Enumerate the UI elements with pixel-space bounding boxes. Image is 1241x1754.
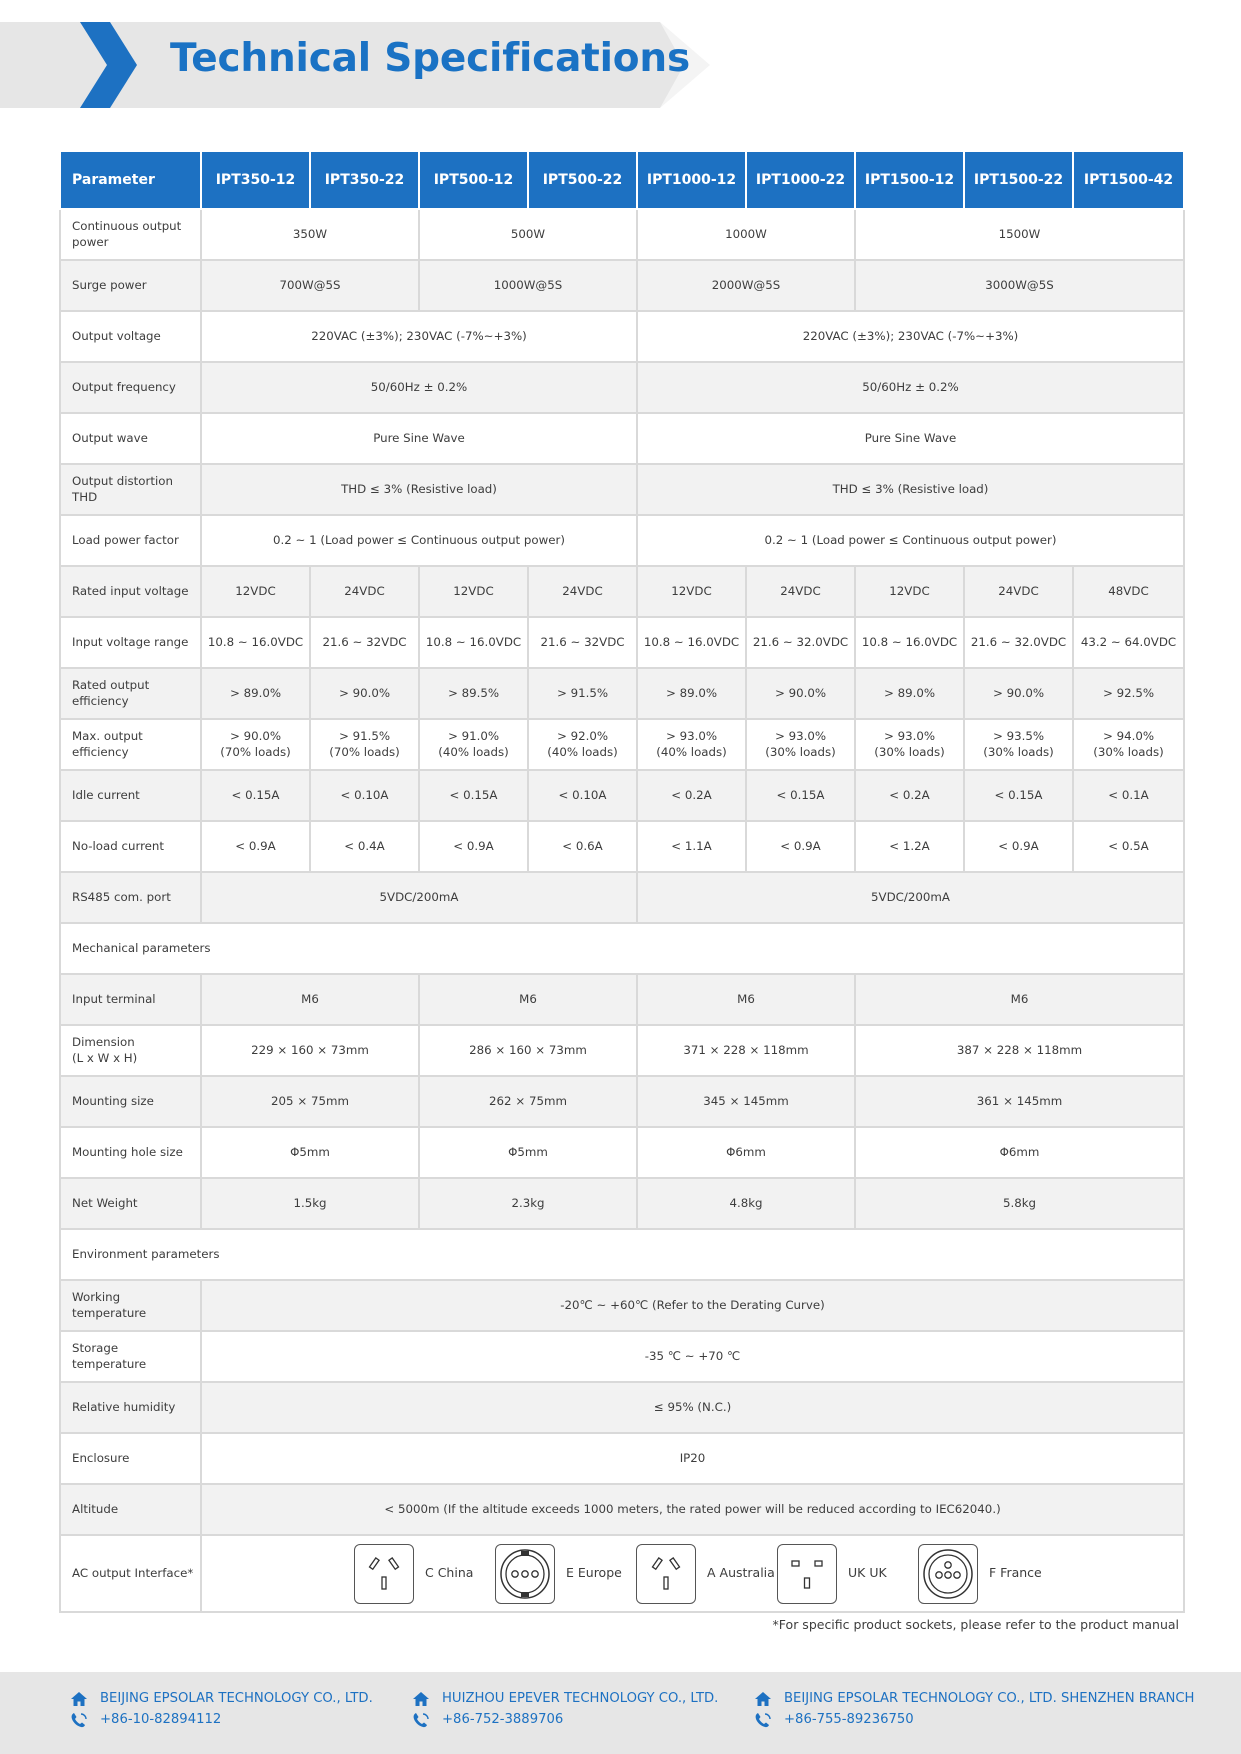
- table-cell: 10.8 ~ 16.0VDC: [855, 617, 964, 668]
- cell-note: (40% loads): [438, 744, 509, 759]
- table-cell: Φ6mm: [855, 1127, 1184, 1178]
- table-row: [60, 1331, 1184, 1382]
- footer-phone-line: [754, 1709, 1194, 1730]
- row-label: [60, 1280, 201, 1331]
- footer-phone-line: [70, 1709, 373, 1730]
- socket-item: [777, 1544, 918, 1604]
- table-row: [60, 311, 1184, 362]
- header-model: IPT500-22: [528, 151, 637, 209]
- cell-note: (30% loads): [874, 744, 945, 759]
- header-model: IPT1000-22: [746, 151, 855, 209]
- table-row: [60, 1484, 1184, 1535]
- table-cell: > 89.0%: [637, 668, 746, 719]
- cell-value: > 93.0%: [883, 728, 936, 743]
- cell-note: (40% loads): [656, 744, 727, 759]
- row-label: RS485 com. port: [60, 872, 201, 923]
- footer-company: HUIZHOU EPEVER TECHNOLOGY CO., LTD.: [442, 1691, 719, 1706]
- table-cell: 220VAC (±3%); 230VAC (-7%~+3%): [201, 311, 637, 362]
- table-cell: Pure Sine Wave: [637, 413, 1184, 464]
- footnote: *For specific product sockets, please refer to the product manual: [772, 1617, 1179, 1632]
- table-row: [60, 1535, 1184, 1612]
- row-label: Mounting size: [60, 1076, 201, 1127]
- table-cell: 48VDC: [1073, 566, 1184, 617]
- table-cell: 21.6 ~ 32.0VDC: [964, 617, 1073, 668]
- table-row: [60, 260, 1184, 311]
- phone-icon: [70, 1712, 88, 1728]
- row-label: Output frequency: [60, 362, 201, 413]
- row-label-line: temperature: [72, 1305, 147, 1320]
- table-cell: 10.8 ~ 16.0VDC: [637, 617, 746, 668]
- phone-icon: [754, 1712, 772, 1728]
- table-cell: > 89.0%: [855, 668, 964, 719]
- table-cell: > 90.0%: [964, 668, 1073, 719]
- china-socket-icon: [354, 1544, 414, 1604]
- footer-company-line: [70, 1688, 373, 1709]
- table-cell: 1.5kg: [201, 1178, 419, 1229]
- table-row: [60, 362, 1184, 413]
- table-cell: < 0.4A: [310, 821, 419, 872]
- table-cell: > 89.5%: [419, 668, 528, 719]
- row-label: Enclosure: [60, 1433, 201, 1484]
- australia-socket-icon: [636, 1544, 696, 1604]
- table-cell: > 89.0%: [201, 668, 310, 719]
- table-cell: 5.8kg: [855, 1178, 1184, 1229]
- header-model: IPT350-22: [310, 151, 419, 209]
- table-cell: THD ≤ 3% (Resistive load): [201, 464, 637, 515]
- home-icon: [412, 1691, 430, 1707]
- row-label-line: Working: [72, 1289, 121, 1304]
- table-cell: 229 × 160 × 73mm: [201, 1025, 419, 1076]
- table-cell: 43.2 ~ 64.0VDC: [1073, 617, 1184, 668]
- table-cell: < 0.6A: [528, 821, 637, 872]
- cell-value: > 90.0%: [229, 728, 282, 743]
- row-label-line: efficiency: [72, 693, 129, 708]
- row-label: Output wave: [60, 413, 201, 464]
- section-title: Environment parameters: [60, 1229, 1184, 1280]
- row-label-line: Output distortion: [72, 473, 173, 488]
- footer-contact: [754, 1688, 1194, 1730]
- footer-company: BEIJING EPSOLAR TECHNOLOGY CO., LTD. SHENZHEN BRANCH: [784, 1691, 1195, 1706]
- socket-item: [918, 1544, 1059, 1604]
- table-row: [60, 1178, 1184, 1229]
- table-row: [60, 209, 1184, 260]
- footer-contact: [412, 1688, 718, 1730]
- table-cell: 12VDC: [419, 566, 528, 617]
- home-icon: [70, 1691, 88, 1707]
- table-cell: > 90.0%: [310, 668, 419, 719]
- table-cell: > 92.5%: [1073, 668, 1184, 719]
- row-label: AC output Interface*: [60, 1535, 201, 1612]
- header-model: IPT1500-12: [855, 151, 964, 209]
- table-cell: < 0.15A: [964, 770, 1073, 821]
- table-cell: 0.2 ~ 1 (Load power ≤ Continuous output power): [637, 515, 1184, 566]
- footer-phone-line: [412, 1709, 718, 1730]
- table-cell: < 0.2A: [637, 770, 746, 821]
- header-parameter: Parameter: [60, 151, 201, 209]
- table-row: [60, 1025, 1184, 1076]
- spec-table: [59, 150, 1185, 1613]
- cell-note: (70% loads): [220, 744, 291, 759]
- table-cell: < 0.15A: [746, 770, 855, 821]
- row-label-line: Rated output: [72, 677, 150, 692]
- row-label: [60, 1331, 201, 1382]
- footer-contact: [70, 1688, 373, 1730]
- table-row: [60, 617, 1184, 668]
- section-title: Mechanical parameters: [60, 923, 1184, 974]
- cell-note: (40% loads): [547, 744, 618, 759]
- row-label-line: Max. output: [72, 728, 143, 743]
- table-cell: 345 × 145mm: [637, 1076, 855, 1127]
- row-label-line: (L x W x H): [72, 1050, 138, 1065]
- socket-item: [495, 1544, 636, 1604]
- socket-cell: [201, 1535, 1184, 1612]
- footer-phone: +86-752-3889706: [442, 1712, 564, 1727]
- row-label: Relative humidity: [60, 1382, 201, 1433]
- table-row: [60, 1382, 1184, 1433]
- header-model: IPT1500-42: [1073, 151, 1184, 209]
- cell-value: > 93.0%: [774, 728, 827, 743]
- table-cell: 1000W@5S: [419, 260, 637, 311]
- table-cell: > 91.5%: [528, 668, 637, 719]
- row-label: [60, 719, 201, 770]
- table-row: [60, 413, 1184, 464]
- socket-item: [354, 1544, 495, 1604]
- row-label-line: Storage: [72, 1340, 119, 1355]
- cell-value: > 91.0%: [447, 728, 500, 743]
- row-label: Altitude: [60, 1484, 201, 1535]
- row-label: Output voltage: [60, 311, 201, 362]
- cell-value: > 93.0%: [665, 728, 718, 743]
- socket-list: [202, 1544, 1183, 1604]
- table-cell: 21.6 ~ 32VDC: [528, 617, 637, 668]
- table-cell: M6: [201, 974, 419, 1025]
- table-cell: 1500W: [855, 209, 1184, 260]
- table-cell: Φ5mm: [201, 1127, 419, 1178]
- row-label: [60, 668, 201, 719]
- row-label-line: Dimension: [72, 1034, 135, 1049]
- row-label: Rated input voltage: [60, 566, 201, 617]
- table-row: [60, 719, 1184, 770]
- table-cell: 700W@5S: [201, 260, 419, 311]
- page-title: Technical Specifications: [170, 36, 690, 81]
- table-cell: [419, 719, 528, 770]
- cell-value: > 93.5%: [992, 728, 1045, 743]
- cell-value: > 94.0%: [1102, 728, 1155, 743]
- footer-company: BEIJING EPSOLAR TECHNOLOGY CO., LTD.: [100, 1691, 373, 1706]
- table-cell: 2.3kg: [419, 1178, 637, 1229]
- table-cell: < 0.9A: [746, 821, 855, 872]
- table-cell: < 0.10A: [310, 770, 419, 821]
- cell-value: > 91.5%: [338, 728, 391, 743]
- cell-value: > 92.0%: [556, 728, 609, 743]
- table-cell: < 0.5A: [1073, 821, 1184, 872]
- table-row: [60, 1433, 1184, 1484]
- header-model: IPT500-12: [419, 151, 528, 209]
- table-row: [60, 974, 1184, 1025]
- table-cell: 24VDC: [746, 566, 855, 617]
- table-cell: < 0.15A: [201, 770, 310, 821]
- row-label: Idle current: [60, 770, 201, 821]
- table-cell: 24VDC: [528, 566, 637, 617]
- socket-caption: E Europe: [566, 1565, 622, 1581]
- table-cell: < 1.1A: [637, 821, 746, 872]
- section-row: [60, 923, 1184, 974]
- table-cell: < 1.2A: [855, 821, 964, 872]
- row-label: No-load current: [60, 821, 201, 872]
- table-cell: < 0.1A: [1073, 770, 1184, 821]
- table-cell: [310, 719, 419, 770]
- table-cell: ≤ 95% (N.C.): [201, 1382, 1184, 1433]
- table-cell: < 0.9A: [964, 821, 1073, 872]
- table-cell: [746, 719, 855, 770]
- table-cell: 500W: [419, 209, 637, 260]
- socket-caption: UK UK: [848, 1565, 887, 1581]
- row-label: Input voltage range: [60, 617, 201, 668]
- header-model: IPT1000-12: [637, 151, 746, 209]
- table-row: [60, 566, 1184, 617]
- table-cell: 286 × 160 × 73mm: [419, 1025, 637, 1076]
- table-cell: > 90.0%: [746, 668, 855, 719]
- table-cell: < 5000m (If the altitude exceeds 1000 meters, the rated power will be reduced according to IEC62040.): [201, 1484, 1184, 1535]
- table-row: [60, 770, 1184, 821]
- table-cell: < 0.15A: [419, 770, 528, 821]
- row-label: Net Weight: [60, 1178, 201, 1229]
- table-row: [60, 464, 1184, 515]
- socket-item: [636, 1544, 777, 1604]
- table-cell: 361 × 145mm: [855, 1076, 1184, 1127]
- row-label: Continuous output power: [60, 209, 201, 260]
- table-row: [60, 821, 1184, 872]
- table-cell: 387 × 228 × 118mm: [855, 1025, 1184, 1076]
- table-cell: < 0.9A: [201, 821, 310, 872]
- table-cell: 220VAC (±3%); 230VAC (-7%~+3%): [637, 311, 1184, 362]
- table-cell: 262 × 75mm: [419, 1076, 637, 1127]
- table-row: [60, 872, 1184, 923]
- table-cell: 350W: [201, 209, 419, 260]
- table-cell: -35 ℃ ~ +70 ℃: [201, 1331, 1184, 1382]
- cell-note: (70% loads): [329, 744, 400, 759]
- table-row: [60, 515, 1184, 566]
- europe-socket-icon: [495, 1544, 555, 1604]
- table-cell: 21.6 ~ 32VDC: [310, 617, 419, 668]
- cell-note: (30% loads): [765, 744, 836, 759]
- socket-caption: F France: [989, 1565, 1042, 1581]
- table-cell: 21.6 ~ 32.0VDC: [746, 617, 855, 668]
- table-cell: -20℃ ~ +60℃ (Refer to the Derating Curve): [201, 1280, 1184, 1331]
- row-label: Mounting hole size: [60, 1127, 201, 1178]
- table-cell: 2000W@5S: [637, 260, 855, 311]
- table-cell: 50/60Hz ± 0.2%: [201, 362, 637, 413]
- cell-note: (30% loads): [1093, 744, 1164, 759]
- home-icon: [754, 1691, 772, 1707]
- header-model: IPT350-12: [201, 151, 310, 209]
- table-cell: Φ5mm: [419, 1127, 637, 1178]
- table-row: [60, 1127, 1184, 1178]
- table-cell: IP20: [201, 1433, 1184, 1484]
- footer-company-line: [412, 1688, 718, 1709]
- table-cell: 205 × 75mm: [201, 1076, 419, 1127]
- table-row: [60, 1280, 1184, 1331]
- row-label-line: THD: [72, 489, 98, 504]
- table-cell: 0.2 ~ 1 (Load power ≤ Continuous output power): [201, 515, 637, 566]
- socket-caption: A Australia: [707, 1565, 775, 1581]
- table-cell: 12VDC: [637, 566, 746, 617]
- table-cell: M6: [637, 974, 855, 1025]
- table-cell: 371 × 228 × 118mm: [637, 1025, 855, 1076]
- table-cell: 3000W@5S: [855, 260, 1184, 311]
- table-cell: 24VDC: [310, 566, 419, 617]
- row-label-line: temperature: [72, 1356, 147, 1371]
- table-cell: [855, 719, 964, 770]
- footer-phone: +86-755-89236750: [784, 1712, 914, 1727]
- table-cell: 12VDC: [201, 566, 310, 617]
- table-cell: < 0.9A: [419, 821, 528, 872]
- row-label: Load power factor: [60, 515, 201, 566]
- header-model: IPT1500-22: [964, 151, 1073, 209]
- table-cell: 12VDC: [855, 566, 964, 617]
- table-cell: THD ≤ 3% (Resistive load): [637, 464, 1184, 515]
- row-label: Input terminal: [60, 974, 201, 1025]
- phone-icon: [412, 1712, 430, 1728]
- table-cell: 10.8 ~ 16.0VDC: [419, 617, 528, 668]
- table-cell: [528, 719, 637, 770]
- table-cell: 1000W: [637, 209, 855, 260]
- table-cell: Φ6mm: [637, 1127, 855, 1178]
- table-cell: M6: [855, 974, 1184, 1025]
- row-label: Surge power: [60, 260, 201, 311]
- table-cell: 5VDC/200mA: [201, 872, 637, 923]
- table-cell: M6: [419, 974, 637, 1025]
- footer: [0, 1672, 1241, 1754]
- footer-company-line: [754, 1688, 1194, 1709]
- row-label: [60, 464, 201, 515]
- table-row: [60, 668, 1184, 719]
- table-cell: [201, 719, 310, 770]
- table-cell: < 0.2A: [855, 770, 964, 821]
- uk-socket-icon: [777, 1544, 837, 1604]
- table-cell: [1073, 719, 1184, 770]
- table-row: [60, 1076, 1184, 1127]
- row-label: [60, 1025, 201, 1076]
- table-cell: [964, 719, 1073, 770]
- footer-phone: +86-10-82894112: [100, 1712, 222, 1727]
- table-cell: < 0.10A: [528, 770, 637, 821]
- section-row: [60, 1229, 1184, 1280]
- table-cell: 10.8 ~ 16.0VDC: [201, 617, 310, 668]
- table-cell: [637, 719, 746, 770]
- france-socket-icon: [918, 1544, 978, 1604]
- table-cell: 5VDC/200mA: [637, 872, 1184, 923]
- table-cell: Pure Sine Wave: [201, 413, 637, 464]
- header-row: [60, 151, 1184, 209]
- socket-caption: C China: [425, 1565, 474, 1581]
- table-cell: 50/60Hz ± 0.2%: [637, 362, 1184, 413]
- cell-note: (30% loads): [983, 744, 1054, 759]
- table-cell: 4.8kg: [637, 1178, 855, 1229]
- row-label-line: efficiency: [72, 744, 129, 759]
- table-cell: 24VDC: [964, 566, 1073, 617]
